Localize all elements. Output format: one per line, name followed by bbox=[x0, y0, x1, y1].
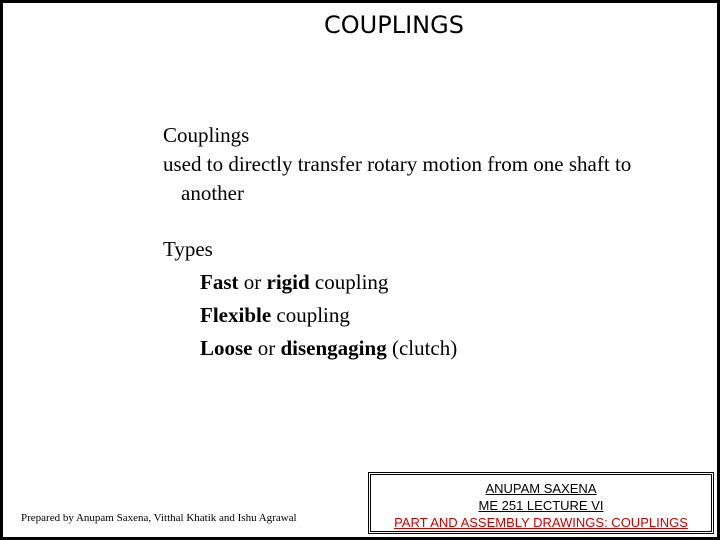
type-term: disengaging bbox=[280, 336, 387, 360]
footer-author: ANUPAM SAXENA bbox=[485, 481, 597, 496]
type-item-loose bbox=[163, 332, 703, 365]
slide-title: COUPLINGS bbox=[324, 11, 464, 39]
type-term: Fast bbox=[200, 270, 239, 294]
footer-credits: Prepared by Anupam Saxena, Vitthal Khatik and Ishu Agrawal bbox=[21, 512, 297, 524]
type-connector: or bbox=[252, 336, 281, 360]
types-heading: Types bbox=[163, 237, 213, 261]
type-term: Loose bbox=[200, 336, 253, 360]
type-item-fast bbox=[163, 266, 703, 299]
type-term: rigid bbox=[266, 270, 310, 294]
type-rest: (clutch) bbox=[386, 336, 458, 360]
type-item-flexible bbox=[163, 299, 703, 332]
footer-topic: PART AND ASSEMBLY DRAWINGS: COUPLINGS bbox=[394, 515, 688, 530]
type-connector: or bbox=[238, 270, 267, 294]
intro-line-1: used to directly transfer rotary motion from one shaft to bbox=[163, 152, 632, 176]
intro-heading: Couplings bbox=[163, 123, 250, 147]
footer-info-box bbox=[368, 472, 714, 534]
slide-body bbox=[163, 121, 703, 365]
footer-course: ME 251 LECTURE VI bbox=[478, 498, 604, 513]
type-term: Flexible bbox=[200, 303, 272, 327]
intro-line-2: another bbox=[181, 181, 244, 205]
type-rest: coupling bbox=[309, 270, 389, 294]
type-rest: coupling bbox=[271, 303, 350, 327]
